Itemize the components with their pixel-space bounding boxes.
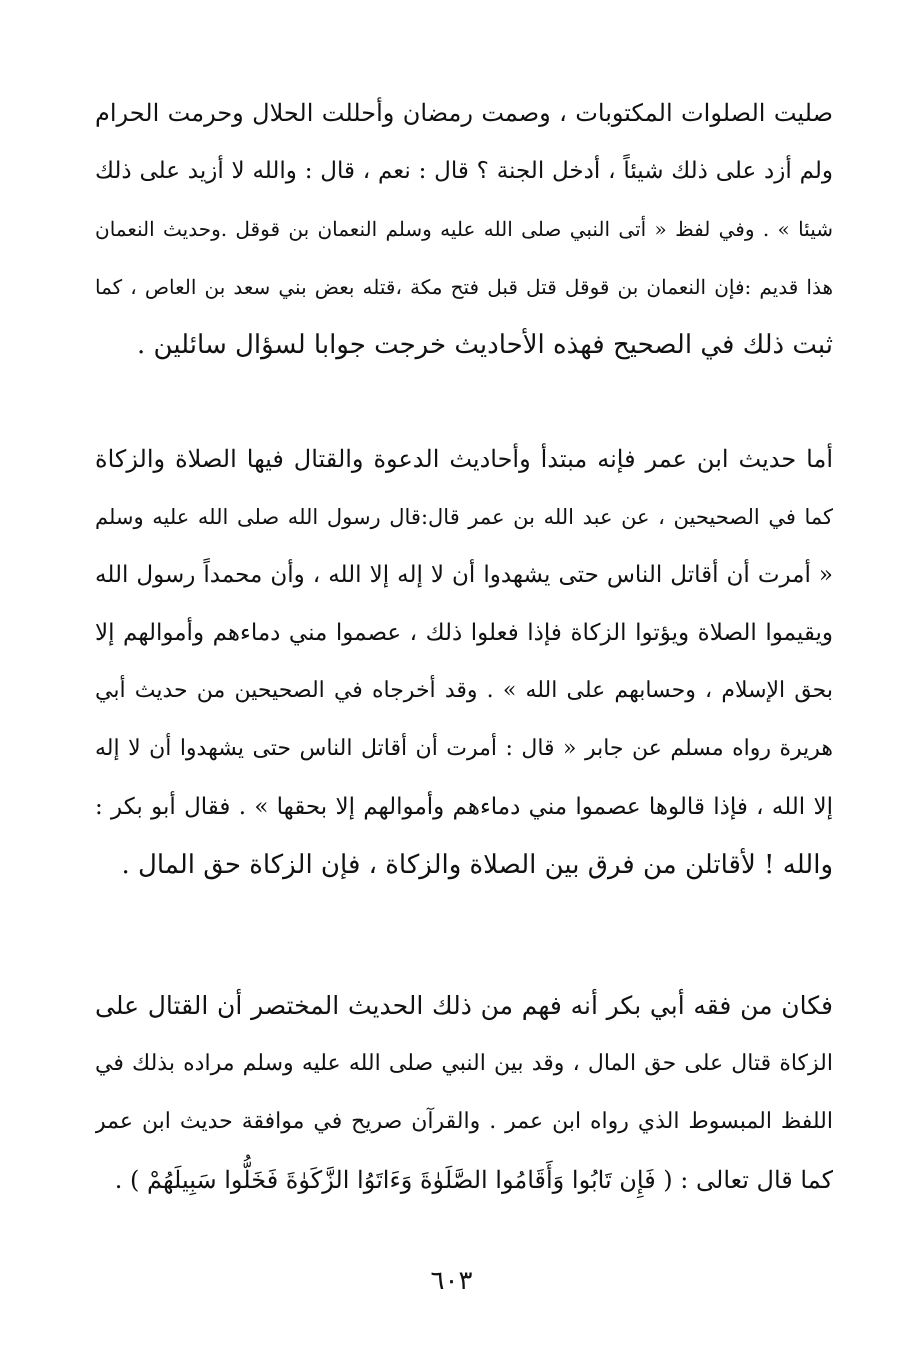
text-line: بحق الإسلام ، وحسابهم على الله » . وقد أخرجاه في الصحيحين من حديث أبي: [95, 678, 833, 703]
text-line: والله ! لأقاتلن من فرق بين الصلاة والزكاة ، فإن الزكاة حق المال .: [121, 850, 833, 880]
text-line: « أمرت أن أقاتل الناس حتى يشهدوا أن لا إله إلا الله ، وأن محمداً رسول الله: [95, 562, 833, 588]
text-line: صليت الصلوات المكتوبات ، وصمت رمضان وأحللت الحلال وحرمت الحرام: [95, 99, 833, 127]
paragraph-3: [95, 977, 833, 1209]
text-line: إلا الله ، فإذا قالوها عصموا مني دماءهم وأموالهم إلا بحقها » . فقال أبو بكر :: [95, 794, 833, 820]
text-line: هريرة رواه مسلم عن جابر « قال : أمرت أن أقاتل الناس حتى يشهدوا أن لا إله: [95, 736, 833, 761]
text-line: فكان من فقه أبي بكر أنه فهم من ذلك الحديث المختصر أن القتال على: [95, 991, 833, 1020]
text-line: الزكاة قتال على حق المال ، وقد بين النبي صلى الله عليه وسلم مراده بذلك في: [95, 1051, 833, 1076]
text-line: اللفظ المبسوط الذي رواه ابن عمر . والقرآن صريح في موافقة حديث ابن عمر: [95, 1109, 833, 1134]
paragraph-2: [95, 430, 833, 894]
page-number: ٦٠٣: [430, 1266, 473, 1296]
paragraph-1: [95, 84, 833, 374]
text-line: ولم أزد على ذلك شيئاً ، أدخل الجنة ؟ قال : نعم ، قال : والله لا أزيد على ذلك: [95, 158, 833, 184]
quran-verse-line: كما قال تعالى : ( فَإِن تَابُوا وَأَقَامُوا الصَّلَوٰةَ وَءَاتَوُا الزَّكَوٰةَ فَخَلُّوا سَبِيلَهُمْ ) .: [114, 1166, 833, 1194]
text-line: ثبت ذلك في الصحيح فهذه الأحاديث خرجت جوابا لسؤال سائلين .: [137, 330, 833, 360]
text-line: شيئا » . وفي لفظ « أتى النبي صلى الله عليه وسلم النعمان بن قوقل .وحديث النعمان: [95, 217, 833, 241]
text-line: ويقيموا الصلاة ويؤتوا الزكاة فإذا فعلوا ذلك ، عصموا مني دماءهم وأموالهم إلا: [95, 620, 833, 646]
text-line: أما حديث ابن عمر فإنه مبتدأ وأحاديث الدعوة والقتال فيها الصلاة والزكاة: [95, 445, 833, 473]
text-line: كما في الصحيحين ، عن عبد الله بن عمر قال:قال رسول الله صلى الله عليه وسلم: [95, 505, 833, 529]
text-line: هذا قديم :فإن النعمان بن قوقل قتل قبل فتح مكة ،قتله بعض بني سعد بن العاص ، كما: [95, 275, 833, 299]
